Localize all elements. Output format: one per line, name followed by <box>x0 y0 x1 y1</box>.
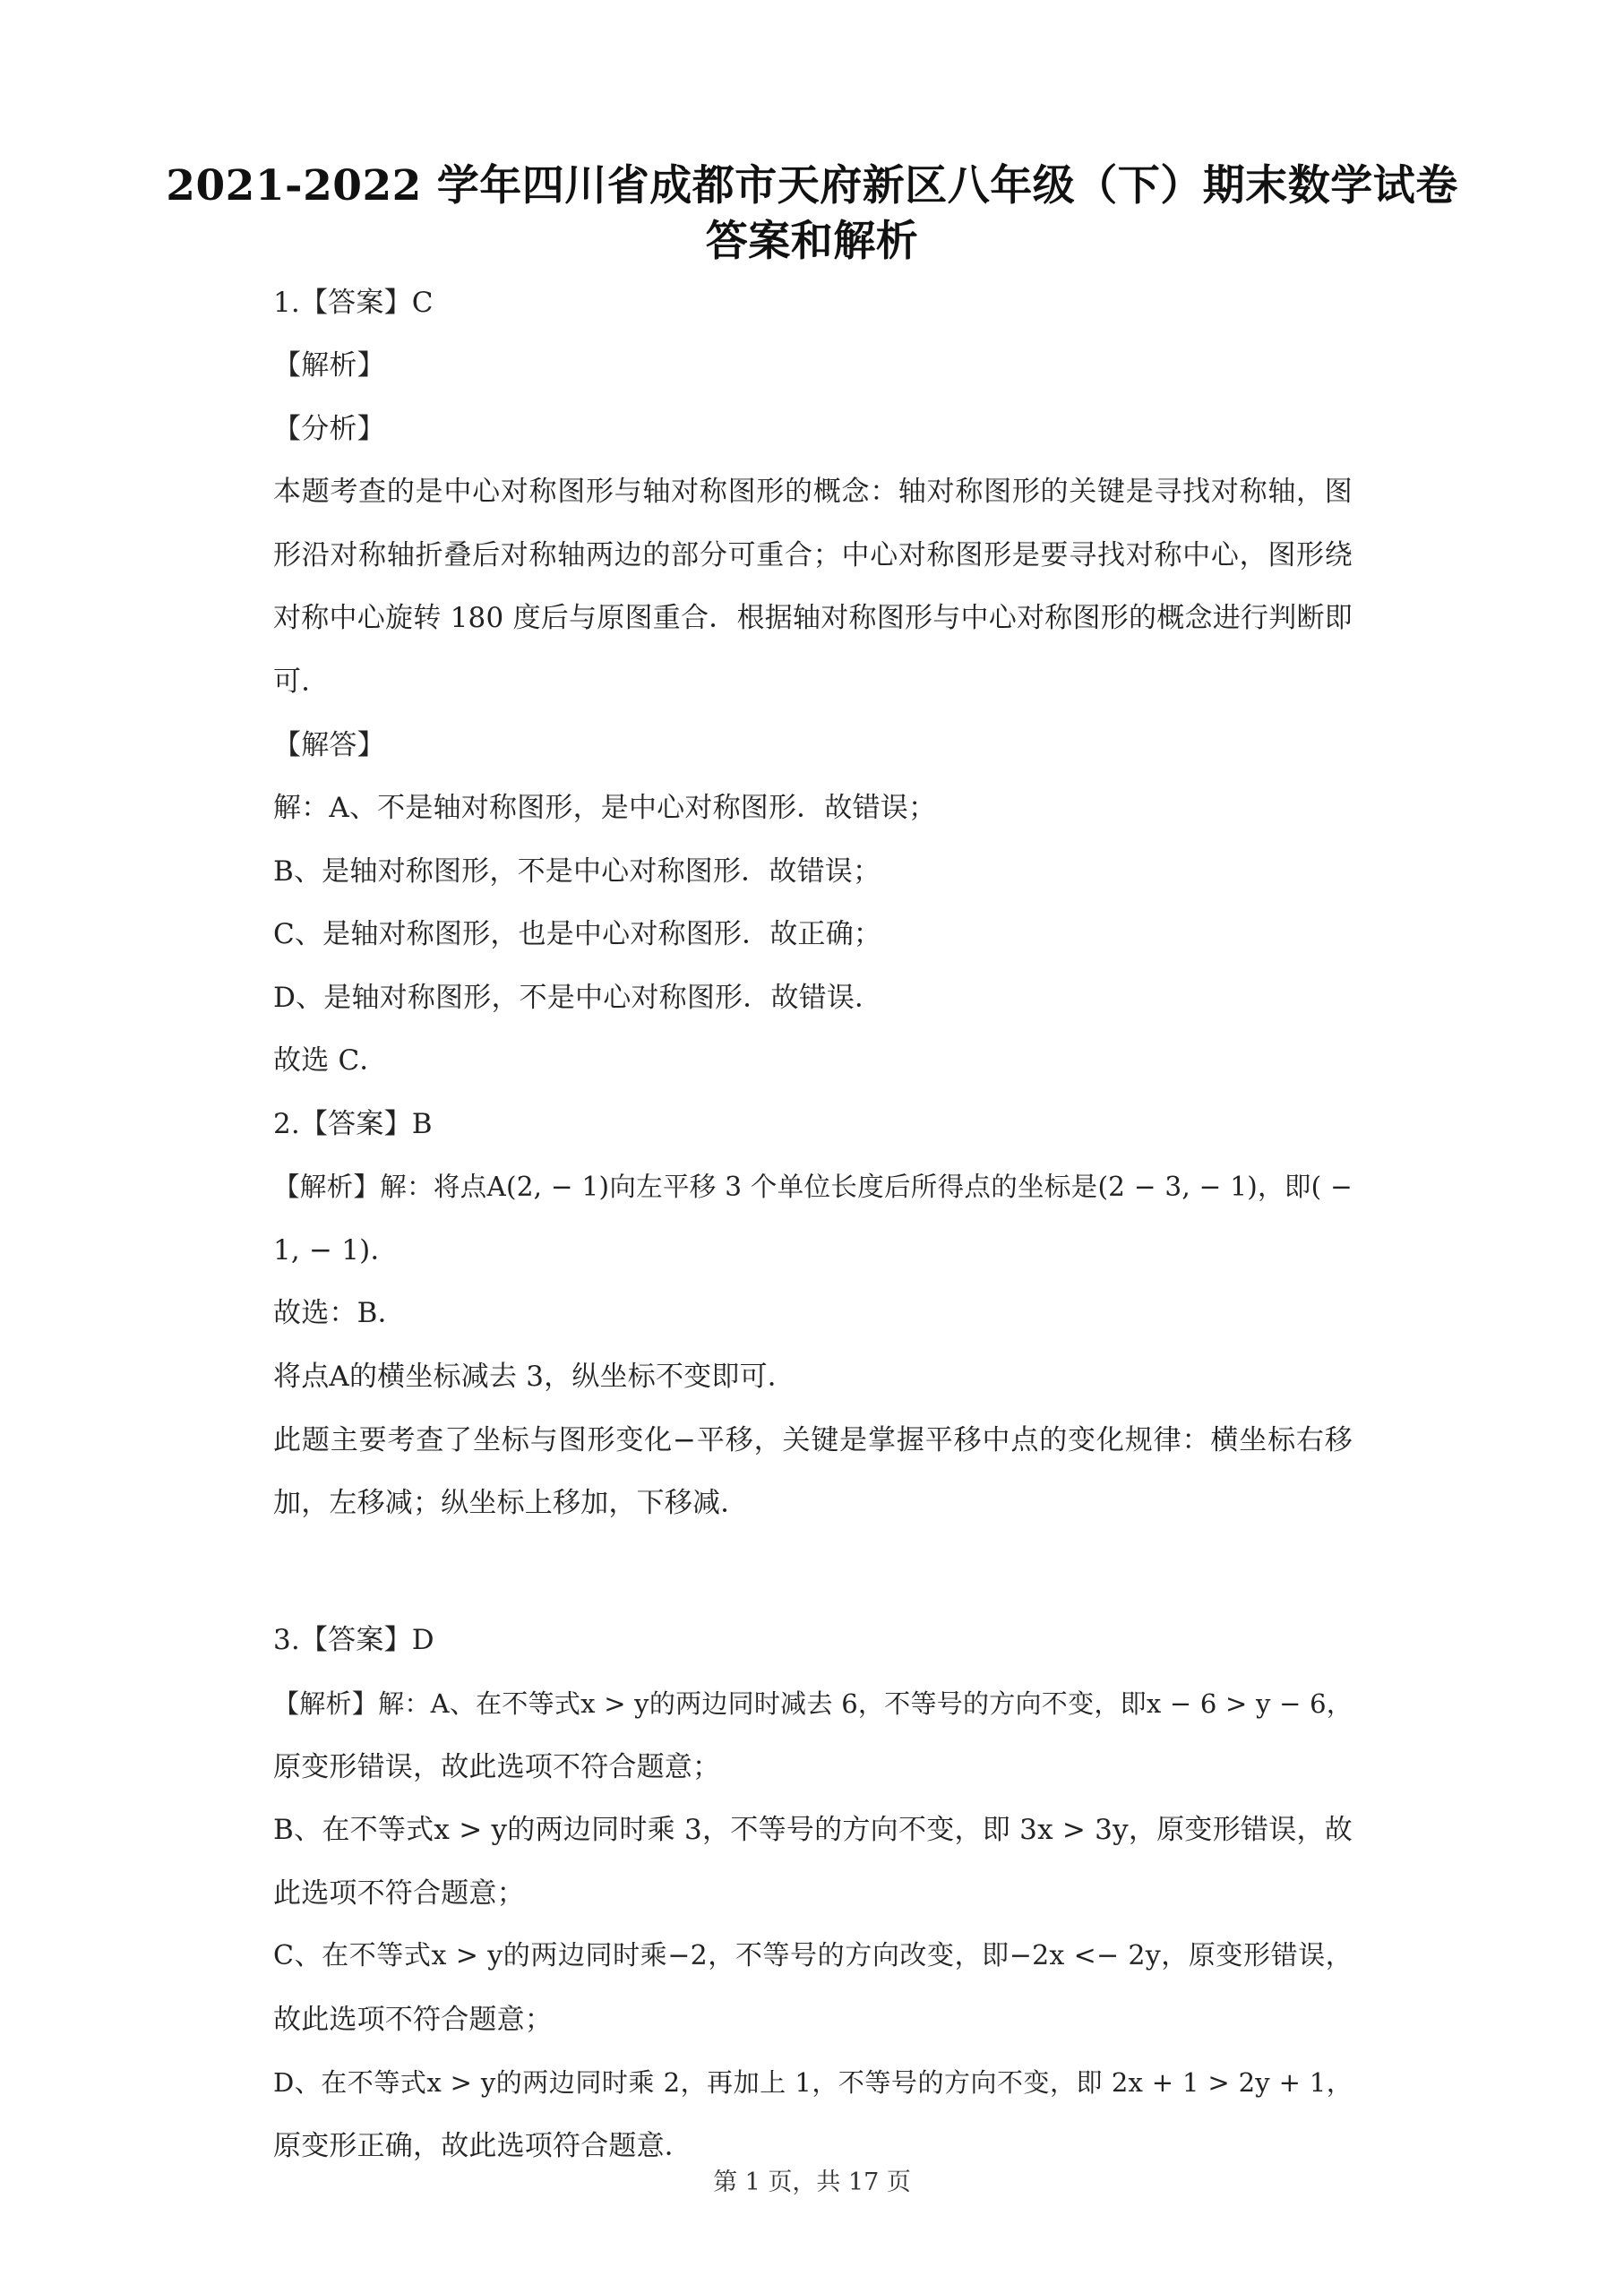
q1-conclusion: 故选 C． <box>273 1044 388 1077</box>
q2-solution-line: 【解析】解：将点A(2, − 1)向左平移 3 个单位长度后所得点的坐标是(2 − 3, − 1)，即( − <box>273 1172 1353 1202</box>
q3-solution-line: 此选项不符合题意； <box>273 1877 525 1910</box>
q3-solution-line: 原变形错误，故此选项不符合题意； <box>273 1751 721 1783</box>
q1-analysis-line: 对称中心旋转 180 度后与原图重合．根据轴对称图形与中心对称图形的概念进行判断即 <box>273 602 1353 634</box>
q3-answer: 3.【答案】D <box>273 1624 434 1656</box>
q1-answer: 1.【答案】C <box>273 287 434 319</box>
q2-conclusion: 故选：B． <box>273 1297 406 1329</box>
q2-explanation-line: 此题主要考查了坐标与图形变化−平移，关键是掌握平移中点的变化规律：横坐标右移 <box>273 1424 1353 1456</box>
q1-solution-line: 解：A、不是轴对称图形，是中心对称图形．故错误； <box>273 792 937 824</box>
q2-solution-line: 1, − 1)． <box>273 1234 399 1267</box>
q3-solution-line: D、在不等式x > y的两边同时乘 2，再加上 1，不等号的方向不变，即 2x + 1 > 2y + 1， <box>273 2067 1353 2098</box>
q1-solution-line: D、是轴对称图形，不是中心对称图形．故错误． <box>273 982 883 1014</box>
q2-explanation-line: 将点A的横坐标减去 3，纵坐标不变即可． <box>273 1361 795 1393</box>
q2-explanation-line: 加，左移减；纵坐标上移加，下移减． <box>273 1487 749 1519</box>
q3-solution-line: 故此选项不符合题意； <box>273 2004 553 2036</box>
q1-jieda-label: 【解答】 <box>273 729 385 761</box>
q1-analysis-line: 形沿对称轴折叠后对称轴两边的部分可重合；中心对称图形是要寻找对称中心，图形绕 <box>273 539 1353 571</box>
q3-solution-line: C、在不等式x > y的两边同时乘−2，不等号的方向改变，即−2x <− 2y，原变形错误， <box>273 1940 1353 1971</box>
q1-fenxi-label: 【分析】 <box>273 413 385 445</box>
q2-answer: 2.【答案】B <box>273 1108 433 1140</box>
q1-solution-line: B、是轴对称图形，不是中心对称图形．故错误； <box>273 855 881 888</box>
q3-solution-line: 【解析】解：A、在不等式x > y的两边同时减去 6，不等号的方向不变，即x − 6 > y − 6， <box>273 1688 1353 1719</box>
document-title: 2021-2022 学年四川省成都市天府新区八年级（下）期末数学试卷 <box>166 161 1458 210</box>
q1-analysis-line: 本题考查的是中心对称图形与轴对称图形的概念：轴对称图形的关键是寻找对称轴，图 <box>273 476 1353 508</box>
q1-analysis-line: 可． <box>273 666 330 698</box>
q3-solution-line: 原变形正确，故此选项符合题意． <box>273 2130 692 2162</box>
page-footer: 第 1 页，共 17 页 <box>713 2168 911 2196</box>
document-subtitle: 答案和解析 <box>705 217 919 266</box>
q1-solution-line: C、是轴对称图形，也是中心对称图形．故正确； <box>273 918 882 950</box>
q1-jiexi-label: 【解析】 <box>273 349 385 382</box>
q3-solution-line: B、在不等式x > y的两边同时乘 3，不等号的方向不变，即 3x > 3y，原变形错误，故 <box>273 1814 1353 1846</box>
